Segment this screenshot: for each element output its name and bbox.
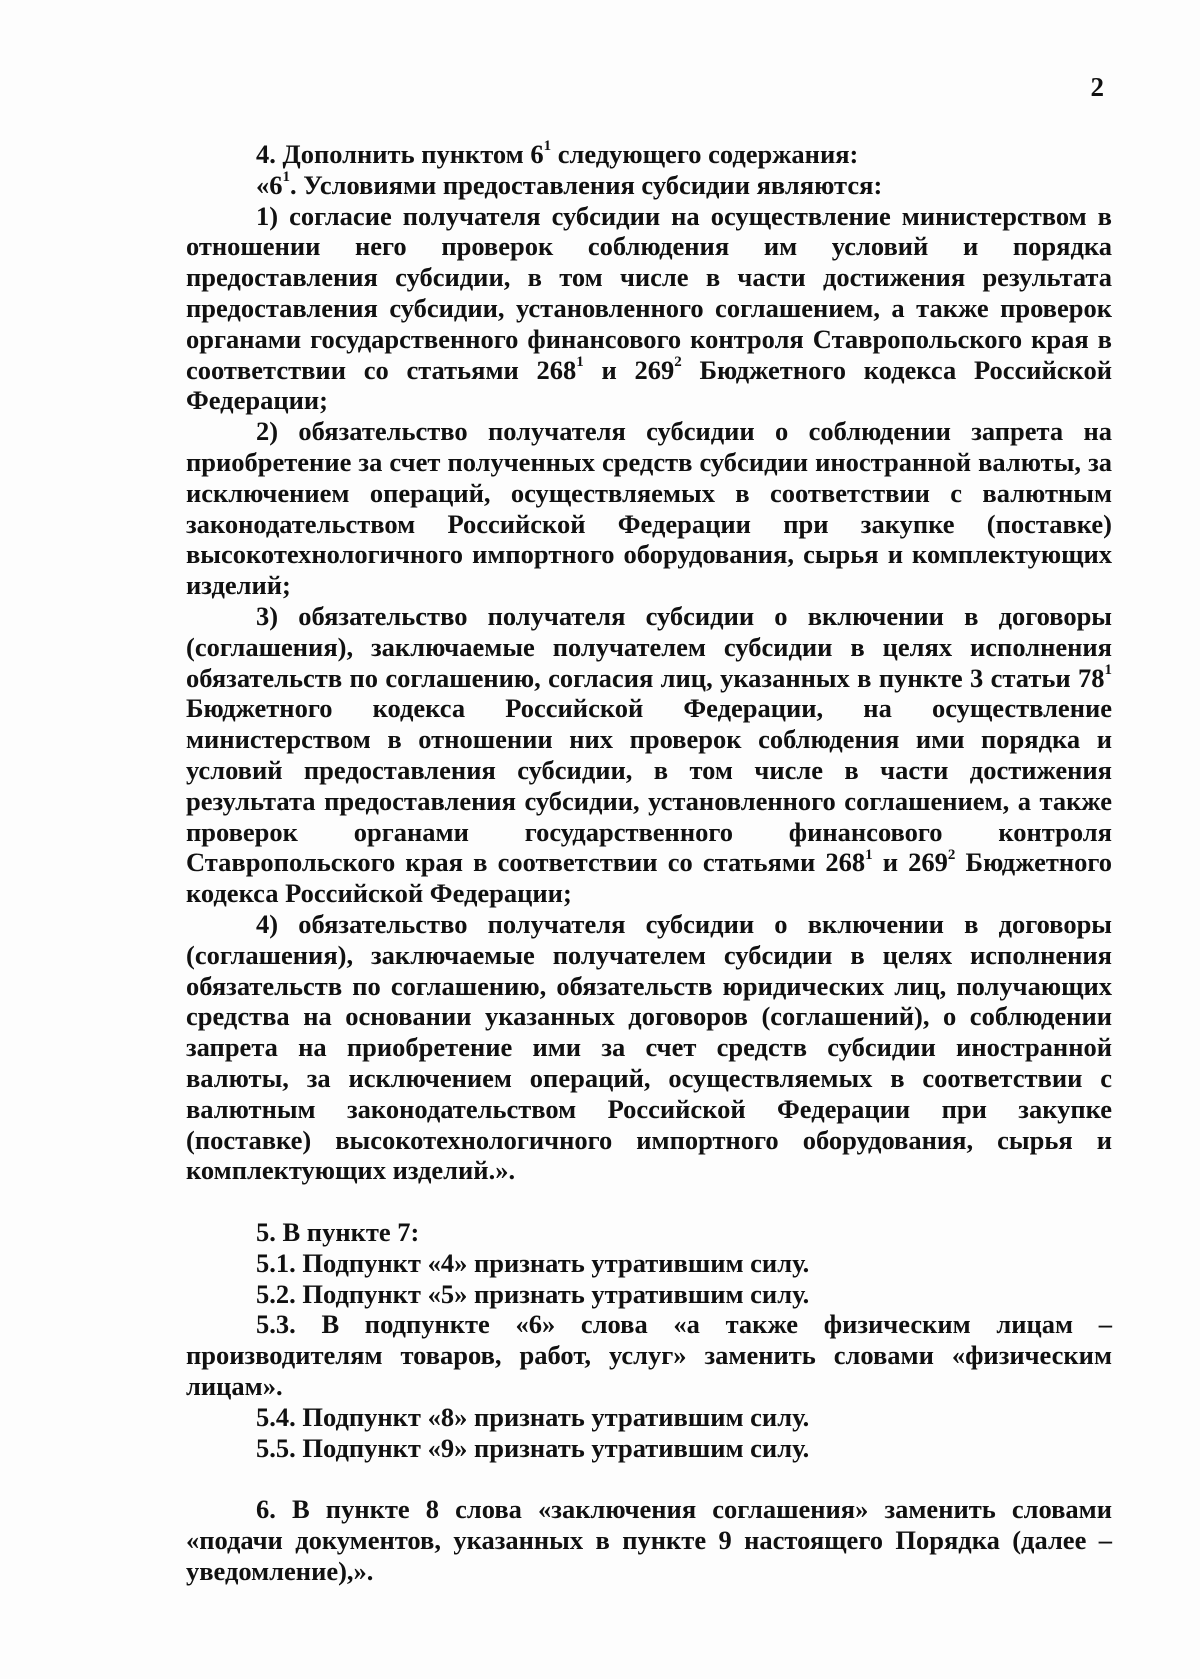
paragraph: 4. Дополнить пунктом $6^1$ следующего содержания:	[256, 138, 859, 169]
paragraph: 5.2. Подпункт «5» признать утратившим силу.	[256, 1278, 810, 1309]
paragraph: 3) обязательство получателя субсидии о включении в договоры (соглашения), заключаемые получателем субсидии в целях исполнения обязательств по соглашению, согласия лиц, указанных в пункте 3 статьи $78^1$ Бюджетного кодекса Российской Федерации, на осуществление министерством в отношении них проверок соблюдения ими порядка и условий предоставления субсидии, в том числе в части достижения результата предоставления субсидии, установленного соглашением, а также проверок органами государственного финансового контроля Ставропольского края в соответствии со статьями $268^1$ и $269^2$ Бюджетного кодекса Российской Федерации;	[186, 600, 1112, 909]
paragraph: 5.3. В подпункте «6» слова «а также физическим лицам – производителям товаров, работ, услуг» заменить словами «физическим лицам».	[186, 1309, 1112, 1402]
paragraph: 5.5. Подпункт «9» признать утратившим силу.	[256, 1432, 810, 1463]
paragraph: 5.1. Подпункт «4» признать утратившим силу.	[256, 1247, 810, 1278]
paragraph: 2) обязательство получателя субсидии о соблюдении запрета на приобретение за счет полученных средств субсидии иностранной валюты, за исключением операций, осуществляемых в соответствии с валютным законодательством Российской Федерации при закупке (поставке) высокотехнологичного импортного оборудования, сырья и комплектующих изделий;	[186, 416, 1112, 601]
paragraph: 5.4. Подпункт «8» признать утратившим силу.	[256, 1401, 810, 1432]
paragraph: 5. В пункте 7:	[256, 1217, 420, 1248]
paragraph: «$6^1$. Условиями предоставления субсидии являются:	[256, 168, 883, 200]
paragraph: 4) обязательство получателя субсидии о включении в договоры (соглашения), заключаемые получателем субсидии в целях исполнения обязательств по соглашению, обязательств юридических лиц, получающих средства на основании указанных договоров (соглашений), о соблюдении запрета на приобретение ими за счет средств субсидии иностранной валюты, за исключением операций, осуществляемых в соответствии с валютным законодательством Российской Федерации при закупке (поставке) высокотехнологичного импортного оборудования, сырья и комплектующих изделий.».	[186, 908, 1112, 1186]
page-number: 2	[1090, 72, 1104, 102]
document-body	[186, 139, 1112, 1587]
paragraph: 6. В пункте 8 слова «заключения соглашения» заменить словами «подачи документов, указанных в пункте 9 настоящего Порядка (далее – уведомление),».	[186, 1494, 1112, 1587]
paragraph: 1) согласие получателя субсидии на осуществление министерством в отношении него проверок соблюдения им условий и порядка предоставления субсидии, в том числе в части достижения результата предоставления субсидии, установленного соглашением, а также проверок органами государственного финансового контроля Ставропольского края в соответствии со статьями $268^1$ и $269^2$ Бюджетного кодекса Российской Федерации;	[186, 200, 1112, 416]
